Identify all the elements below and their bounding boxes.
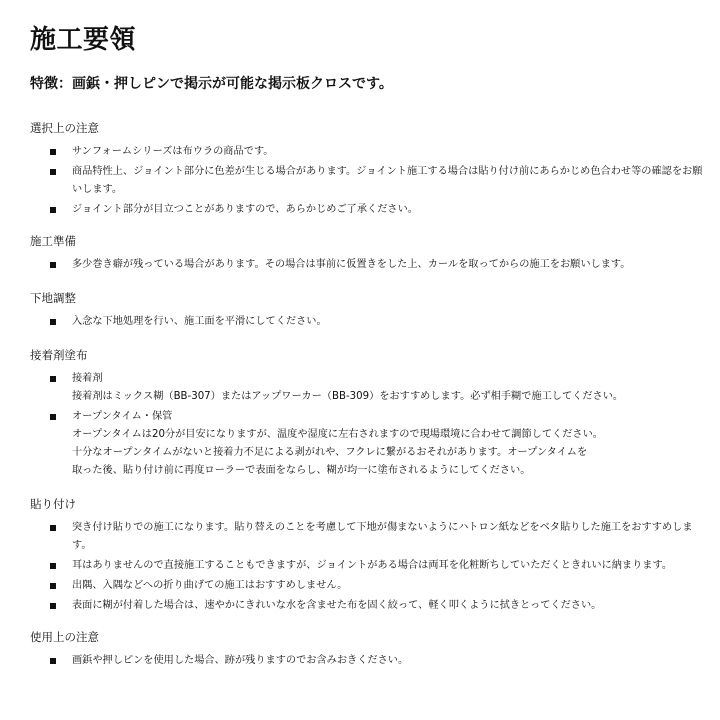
square-bullet-icon	[50, 262, 56, 268]
list-item-text: 接着剤	[72, 373, 103, 384]
section-heading-substrate: 下地調整	[30, 291, 76, 305]
list-item	[30, 577, 712, 595]
list-item	[30, 256, 712, 274]
square-bullet-icon	[50, 376, 56, 382]
square-bullet-icon	[50, 414, 56, 420]
page-subtitle: 特徴：画鋲・押しピンで掲示が可能な掲示板クロスです。	[30, 76, 393, 92]
page-title: 施工要領	[30, 25, 137, 55]
document-body	[30, 120, 712, 670]
section-heading-application: 貼り付け	[30, 497, 76, 511]
list-item-text: ジョイント部分が目立つことがありますので、あらかじめご了承ください。	[72, 204, 418, 215]
square-bullet-icon	[50, 169, 56, 175]
list-item-text: オープンタイム・保管	[72, 411, 173, 422]
list-item	[30, 370, 712, 406]
list-item-detail: 取った後、貼り付け前に再度ローラーで表面をならし、糊が均一に塗布されるようにしてください。	[72, 465, 531, 476]
list-item-text: 出隅、入隅などへの折り曲げての施工はおすすめしません。	[72, 580, 348, 591]
list-item-text: 耳はありませんので直接施工することもできますが、ジョイントがある場合は両耳を化粧断ちしていただくときれいに納まります。	[72, 560, 673, 571]
section-heading-usage: 使用上の注意	[30, 630, 99, 644]
list-item	[30, 408, 712, 480]
section-heading-adhesive: 接着剤塗布	[30, 348, 88, 362]
list-item	[30, 519, 712, 555]
square-bullet-icon	[50, 603, 56, 609]
list-item	[30, 557, 712, 575]
square-bullet-icon	[50, 658, 56, 664]
list-item-detail: 接着剤はミックス糊（BB-307）またはアップワーカー（BB-309）をおすすめします。必ず相手糊で施工してください。	[72, 391, 624, 402]
square-bullet-icon	[50, 149, 56, 155]
square-bullet-icon	[50, 319, 56, 325]
list-item-text: 突き付け貼りでの施工になります。貼り替えのことを考慮して下地が傷まないようにハトロン紙などをベタ貼りした施工をおすすめします。	[72, 522, 693, 551]
list-item-detail: オープンタイムは20分が目安になりますが、温度や湿度に左右されますので現場環境に合わせて調節してください。	[72, 429, 603, 440]
list-item	[30, 201, 712, 219]
section-heading-preparation: 施工準備	[30, 234, 76, 248]
list-item	[30, 143, 712, 161]
list-item	[30, 313, 712, 331]
list-item	[30, 652, 712, 670]
section-heading-selection: 選択上の注意	[30, 121, 99, 135]
list-item	[30, 163, 712, 199]
square-bullet-icon	[50, 525, 56, 531]
list-item-text: サンフォームシリーズは布ウラの商品です。	[72, 146, 274, 157]
square-bullet-icon	[50, 583, 56, 589]
list-item-text: 画鋲や押しピンを使用した場合、跡が残りますのでお含みおきください。	[72, 655, 409, 666]
list-item-text: 多少巻き癖が残っている場合があります。その場合は事前に仮置きをした上、カールを取ってからの施工をお願いします。	[72, 259, 631, 270]
list-item-text: 商品特性上、ジョイント部分に色差が生じる場合があります。ジョイント施工する場合は貼り付け前にあらかじめ色合わせ等の確認をお願いします。	[72, 166, 703, 195]
list-item-text: 表面に糊が付着した場合は、速やかにきれいな水を含ませた布を固く絞って、軽く叩くように拭きとってください。	[72, 600, 602, 611]
list-item-text: 入念な下地処理を行い、施工面を平滑にしてください。	[72, 316, 327, 327]
square-bullet-icon	[50, 207, 56, 213]
square-bullet-icon	[50, 563, 56, 569]
list-item	[30, 597, 712, 615]
list-item-detail: 十分なオープンタイムがないと接着力不足による剥がれや、フクレに繋がるおそれがあります。オープンタイムを	[72, 447, 588, 458]
